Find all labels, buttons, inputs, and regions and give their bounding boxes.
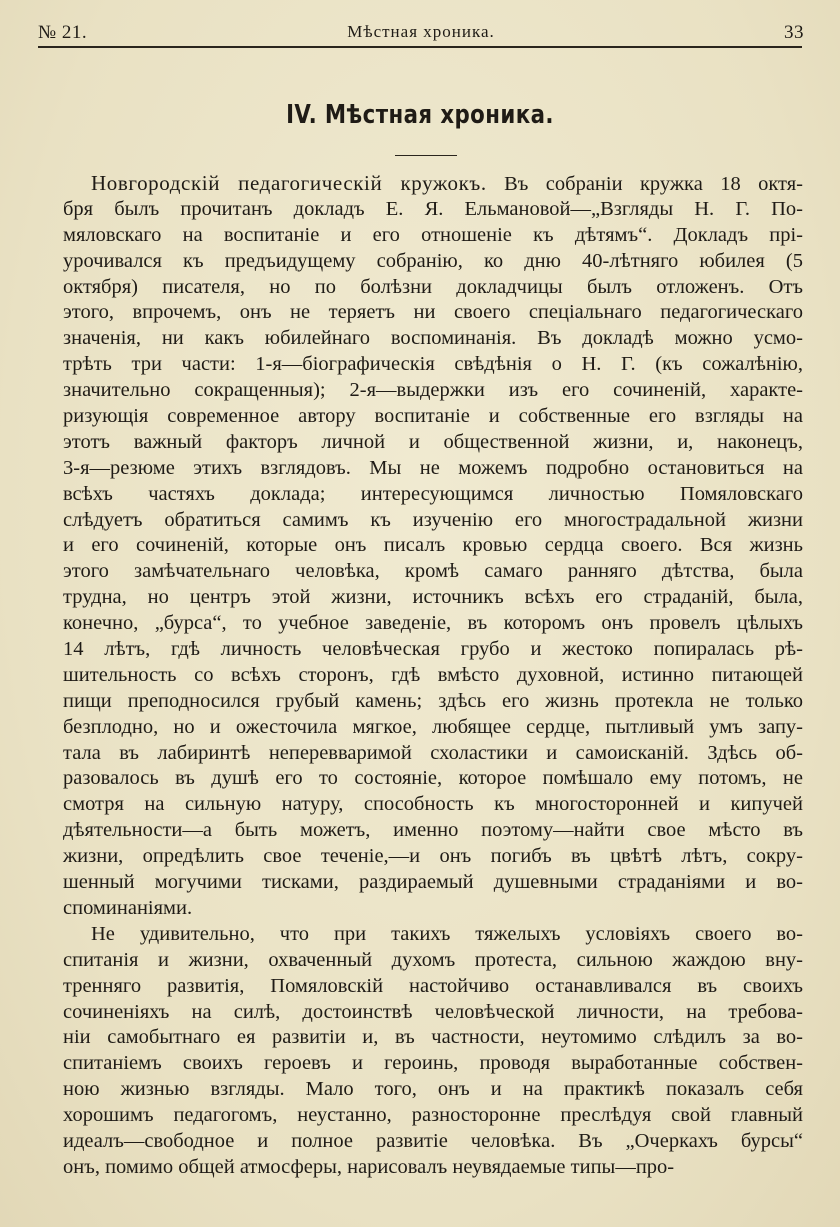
line-text: тренняго развитiя, Помяловскiй настойчиво останавливался въ своихъ — [63, 974, 803, 997]
line-text: пищи преподносился грубый камень; здѣсь его жизнь протекла не только — [63, 689, 803, 712]
text-line — [63, 430, 803, 456]
section-title: IV. Мѣстная хроника. — [286, 100, 554, 130]
line-text: ризующiя современное автору воспитанiе и собственные его взгляды на — [63, 405, 803, 428]
line-text: жизни, опредѣлить свое теченiе,—и онъ погибъ въ цвѣтѣ лѣтъ, сокру- — [63, 845, 803, 868]
text-line — [63, 275, 803, 301]
line-text: октября) писателя, но по болѣзни докладчицы былъ отложенъ. Отъ — [63, 275, 803, 298]
text-line — [63, 870, 803, 896]
line-text: бря былъ прочитанъ докладъ Е. Я. Ельмановой—„Взгляды Н. Г. По- — [63, 197, 803, 220]
text-line — [63, 896, 803, 922]
line-text: этотъ важный факторъ личной и общественной жизни, и, наконецъ, — [63, 430, 803, 453]
text-line — [63, 715, 803, 741]
title-divider — [395, 155, 457, 156]
text-line — [63, 508, 803, 534]
line-text: спитанiемъ своихъ героевъ и героинь, проводя выработанные собствен- — [63, 1052, 803, 1075]
text-line — [63, 922, 803, 948]
line-text: конечно, „бурса“, то учебное заведенiе, въ которомъ онъ провелъ цѣлыхъ — [63, 612, 803, 635]
paragraph-1 — [63, 171, 803, 922]
line-text: дѣятельности—а быть можетъ, именно поэтому—найти свое мѣсто въ — [63, 819, 803, 842]
text-line — [63, 1000, 803, 1026]
text-line — [63, 378, 803, 404]
text-line — [63, 533, 803, 559]
text-line — [63, 171, 803, 197]
line-text: мяловскаго на воспитанiе и его отношенiе къ дѣтямъ“. Докладъ прi- — [63, 223, 803, 246]
line-text: Въ собранiи кружка 18 октя- — [486, 173, 803, 195]
line-text: значительно сокращенныя); 2-я—выдержки изъ его сочиненiй, характе- — [63, 379, 803, 402]
line-text: тала въ лабиринтѣ неперевваримой схоластики и самоисканiй. Здѣсь об- — [63, 741, 803, 764]
line-text: смотря на сильную натуру, способность къ многосторонней и кипучей — [63, 793, 803, 816]
text-line — [63, 766, 803, 792]
text-line — [63, 1129, 803, 1155]
text-line — [63, 663, 803, 689]
line-text: трудна, но центръ этой жизни, источникъ всѣхъ его страданiй, была, — [63, 586, 803, 609]
line-text: разовалось въ душѣ его то состоянiе, которое помѣшало ему потомъ, не — [63, 767, 803, 790]
text-line — [63, 1051, 803, 1077]
text-line — [63, 326, 803, 352]
text-line — [63, 689, 803, 715]
text-line — [63, 974, 803, 1000]
line-text: безплодно, но и ожесточила мягкое, любящее сердце, пытливый умъ запу- — [63, 715, 803, 738]
issue-number: № 21. — [38, 22, 88, 43]
line-text: Не удивительно, что при такихъ тяжелыхъ условiяхъ своего во- — [91, 922, 803, 945]
header-rule — [38, 46, 802, 48]
line-text: нiи самобытнаго ея развитiи и, въ частности, неутомимо слѣдилъ за во- — [63, 1026, 803, 1049]
text-line — [63, 948, 803, 974]
line-text: 3-я—резюме этихъ взглядовъ. Мы не можемъ подробно остановиться на — [63, 456, 803, 479]
line-text: урочивался къ предъидущему собранiю, ко дню 40-лѣтняго юбилея (5 — [63, 249, 803, 272]
page-number: 33 — [784, 22, 804, 43]
line-text: спитанiя и жизни, охваченный духомъ протеста, сильною жаждою вну- — [63, 948, 803, 971]
text-line — [63, 404, 803, 430]
line-text: шенный могучими тисками, раздираемый душевными страданiями и во- — [63, 871, 803, 894]
line-text: этого замѣчательнаго человѣка, кромѣ самаго ранняго дѣтства, была — [63, 560, 803, 583]
text-line — [63, 741, 803, 767]
paragraph-lead: Новгородскiй педагогическiй кружокъ. — [91, 171, 487, 195]
text-line — [63, 1025, 803, 1051]
text-line — [63, 585, 803, 611]
line-text: слѣдуетъ обратиться самимъ къ изученiю его многострадальной жизни — [63, 508, 803, 531]
text-line — [63, 792, 803, 818]
line-text: сочиненiяхъ на силѣ, достоинствѣ человѣческой личности, на требова- — [63, 1000, 803, 1023]
text-line — [63, 818, 803, 844]
line-text: споминанiями. — [63, 896, 193, 919]
paragraph-2 — [63, 922, 803, 1181]
text-line — [63, 1103, 803, 1129]
text-line — [63, 482, 803, 508]
text-line — [63, 456, 803, 482]
line-text: ною жизнью взгляды. Мало того, онъ и на практикѣ показалъ себя — [63, 1078, 803, 1101]
text-line — [63, 223, 803, 249]
line-text: этого, впрочемъ, онъ не теряетъ ни своего спецiальнаго педагогическаго — [63, 301, 803, 324]
article-body — [63, 171, 803, 1181]
text-line — [63, 197, 803, 223]
line-text: шительность со всѣхъ сторонъ, гдѣ вмѣсто духовной, истинно питающей — [63, 663, 803, 686]
text-line — [63, 249, 803, 275]
text-line — [63, 352, 803, 378]
text-line — [63, 611, 803, 637]
line-text: и его сочиненiй, которые онъ писалъ кровью сердца своего. Вся жизнь — [63, 534, 803, 557]
text-line — [63, 1077, 803, 1103]
line-text: трѣть три части: 1-я—бiографическiя свѣдѣнiя о Н. Г. (къ сожалѣнiю, — [63, 353, 803, 376]
line-text: хорошимъ педагогомъ, неустанно, разносторонне преслѣдуя свой главный — [63, 1104, 803, 1127]
text-line — [63, 637, 803, 663]
running-header — [38, 22, 804, 44]
running-title: Мѣстная хроника. — [347, 22, 495, 41]
line-text: значенiя, ни какъ юбилейнаго воспоминанiя. Въ докладѣ можно усмо- — [63, 327, 803, 350]
line-text: 14 лѣтъ, гдѣ личность человѣческая грубо и жестоко попиралась рѣ- — [63, 638, 803, 661]
text-line — [63, 1155, 803, 1181]
text-line — [63, 559, 803, 585]
line-text: всѣхъ частяхъ доклада; интересующимся личностью Помяловскаго — [63, 482, 803, 505]
line-text: онъ, помимо общей атмосферы, нарисовалъ неувядаемые типы—про- — [63, 1155, 675, 1178]
text-line — [63, 844, 803, 870]
text-line — [63, 300, 803, 326]
line-text: идеалъ—свободное и полное развитiе человѣка. Въ „Очеркахъ бурсы“ — [63, 1129, 803, 1152]
